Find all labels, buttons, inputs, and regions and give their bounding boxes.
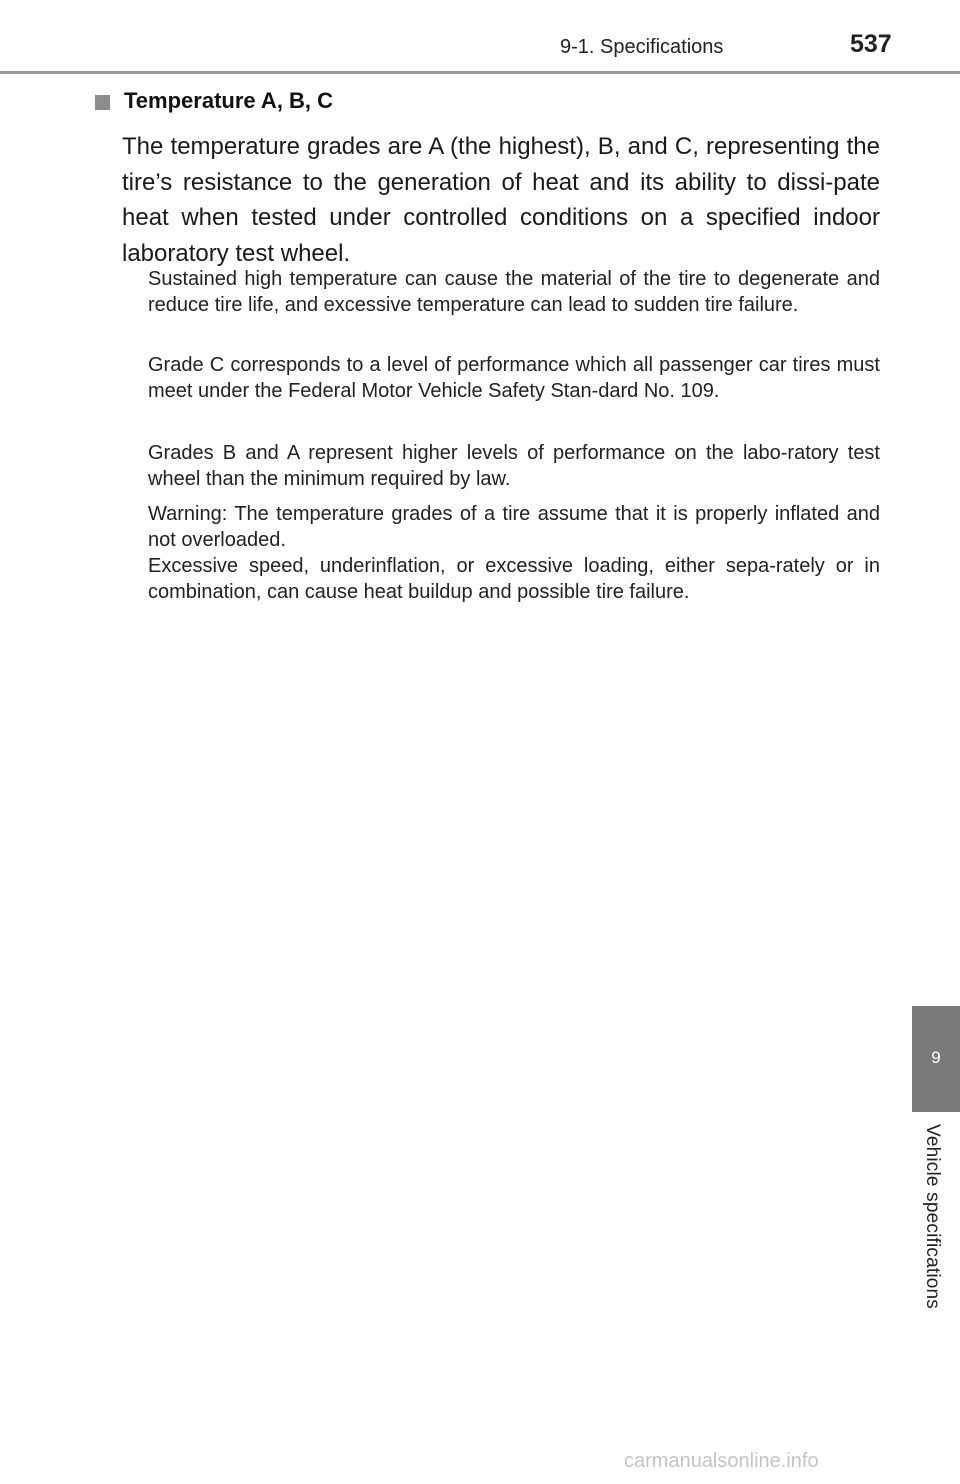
note-paragraph: Grade C corresponds to a level of performance which all passenger car tires must meet under the Federal Motor Vehicle Safety Stan-dard No. 109. xyxy=(148,354,880,402)
warning-paragraph: Warning: The temperature grades of a tire assume that it is properly inflated and not overloaded. xyxy=(148,503,880,551)
chapter-number: 9 xyxy=(931,1048,941,1067)
square-bullet-icon xyxy=(95,95,110,110)
section-title: 9-1. Specifications xyxy=(560,36,724,58)
note-paragraph: Grades B and A represent higher levels of performance on the labo-ratory test wheel than the minimum required by law. xyxy=(148,442,880,490)
header-divider xyxy=(0,71,960,74)
note-paragraph: Excessive speed, underinflation, or excessive loading, either sepa-rately or in combination, can cause heat buildup and possible tire failure. xyxy=(148,555,880,603)
watermark: carmanualsonline.info xyxy=(624,1450,819,1472)
intro-paragraph: The temperature grades are A (the highest), B, and C, representing the tire’s resistance to the generation of heat and its ability to dissi-pate heat when tested under controlled conditions on a specified indoor laboratory test wheel. xyxy=(122,133,880,267)
note-paragraph: Sustained high temperature can cause the material of the tire to degenerate and reduce tire life, and excessive temperature can lead to sudden tire failure. xyxy=(148,268,880,316)
chapter-title: Vehicle specifications xyxy=(922,1124,943,1310)
section-heading-text: Temperature A, B, C xyxy=(124,88,334,113)
section-heading xyxy=(95,88,333,114)
page-number: 537 xyxy=(850,30,892,58)
